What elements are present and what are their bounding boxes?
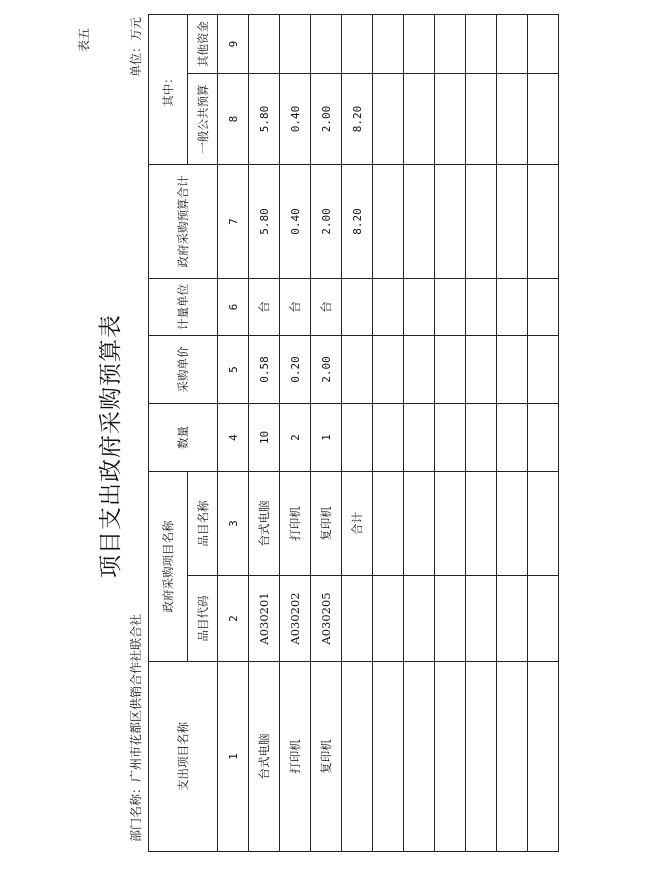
table-cell: A030201 — [249, 576, 280, 662]
header-of-which: 其中： — [149, 15, 188, 165]
col-number: 2 — [218, 576, 249, 662]
table-cell — [497, 15, 528, 74]
table-cell — [404, 472, 435, 576]
col-number: 7 — [218, 165, 249, 279]
table-cell — [342, 15, 373, 74]
table-cell: 打印机 — [280, 472, 311, 576]
table-cell — [466, 279, 497, 336]
table-cell — [373, 74, 404, 165]
table-cell — [528, 404, 559, 472]
table-cell — [342, 576, 373, 662]
table-cell — [435, 336, 466, 404]
table-row — [311, 15, 342, 852]
table-cell — [466, 662, 497, 852]
table-cell — [466, 165, 497, 279]
table-cell — [435, 15, 466, 74]
header-code: 品目代码 — [188, 576, 218, 662]
table-cell: 复印机 — [311, 662, 342, 852]
table-cell — [404, 74, 435, 165]
table-cell: 2 — [280, 404, 311, 472]
table-cell: 0.58 — [249, 336, 280, 404]
table-cell — [497, 279, 528, 336]
table-cell — [528, 662, 559, 852]
table-cell — [373, 472, 404, 576]
table-cell — [528, 472, 559, 576]
table-cell — [435, 576, 466, 662]
table-cell — [497, 472, 528, 576]
table-cell — [404, 576, 435, 662]
table-cell — [404, 279, 435, 336]
header-qty: 数量 — [149, 404, 218, 472]
table-cell — [373, 662, 404, 852]
table-cell: 台式电脑 — [249, 662, 280, 852]
table-cell — [497, 662, 528, 852]
table-cell — [528, 576, 559, 662]
table-cell — [435, 472, 466, 576]
table-cell — [497, 576, 528, 662]
budget-table-wrap — [148, 14, 559, 852]
table-cell: 0.40 — [280, 165, 311, 279]
table-cell — [435, 165, 466, 279]
header-unit: 计量单位 — [149, 279, 218, 336]
table-cell: 8.20 — [342, 74, 373, 165]
col-number: 5 — [218, 336, 249, 404]
table-cell — [435, 279, 466, 336]
table-cell — [528, 74, 559, 165]
table-cell — [466, 74, 497, 165]
table-cell — [404, 165, 435, 279]
table-cell — [528, 165, 559, 279]
table-cell — [249, 15, 280, 74]
table-cell — [342, 336, 373, 404]
table-cell — [435, 662, 466, 852]
table-cell — [435, 74, 466, 165]
col-number: 8 — [218, 74, 249, 165]
table-cell: 台 — [249, 279, 280, 336]
table-cell — [528, 336, 559, 404]
table-cell: 打印机 — [280, 662, 311, 852]
unit-label: 单位：万元 — [129, 16, 143, 77]
col-number: 6 — [218, 279, 249, 336]
table-cell — [342, 279, 373, 336]
table-cell: 5.80 — [249, 165, 280, 279]
table-cell: 0.20 — [280, 336, 311, 404]
table-row — [466, 15, 497, 852]
header-total: 政府采购预算合计 — [149, 165, 218, 279]
table-cell: 2.00 — [311, 74, 342, 165]
table-cell: 台 — [280, 279, 311, 336]
table-cell: 复印机 — [311, 472, 342, 576]
header-general: 一般公共预算 — [188, 74, 218, 165]
table-cell — [373, 15, 404, 74]
header-other: 其他资金 — [188, 15, 218, 74]
table-cell: 10 — [249, 404, 280, 472]
table-cell — [342, 662, 373, 852]
table-cell: 1 — [311, 404, 342, 472]
table-cell: 8.20 — [342, 165, 373, 279]
table-cell — [466, 576, 497, 662]
table-row — [249, 15, 280, 852]
table-cell — [404, 404, 435, 472]
table-row — [497, 15, 528, 852]
table-cell — [497, 165, 528, 279]
table-row — [528, 15, 559, 852]
page-title: 项目支出政府采购预算表 — [98, 314, 124, 578]
table-cell: 台式电脑 — [249, 472, 280, 576]
col-number: 4 — [218, 404, 249, 472]
table-cell — [466, 15, 497, 74]
table-cell — [466, 336, 497, 404]
header-name: 品目名称 — [188, 472, 218, 576]
table-cell: 合计 — [342, 472, 373, 576]
table-cell: 2.00 — [311, 165, 342, 279]
table-row — [404, 15, 435, 852]
table-cell — [404, 336, 435, 404]
header-item-name: 支出项目名称 — [149, 662, 218, 852]
table-header — [149, 15, 249, 852]
table-cell — [280, 15, 311, 74]
table-cell — [404, 15, 435, 74]
table-cell — [528, 15, 559, 74]
col-number: 3 — [218, 472, 249, 576]
table-cell — [373, 576, 404, 662]
table-cell — [311, 15, 342, 74]
table-cell: A030202 — [280, 576, 311, 662]
table-cell — [373, 165, 404, 279]
col-number: 9 — [218, 15, 249, 74]
header-gov-proc-item: 政府采购项目名称 — [149, 472, 188, 662]
col-number: 1 — [218, 662, 249, 852]
table-row — [435, 15, 466, 852]
table-cell — [528, 279, 559, 336]
table-body — [249, 15, 559, 852]
table-cell — [466, 404, 497, 472]
table-cell — [342, 404, 373, 472]
table-cell: 2.00 — [311, 336, 342, 404]
budget-table — [148, 14, 559, 852]
table-row — [373, 15, 404, 852]
table-cell — [497, 74, 528, 165]
table-cell: A030205 — [311, 576, 342, 662]
table-cell — [466, 472, 497, 576]
table-cell — [404, 662, 435, 852]
table-cell — [497, 336, 528, 404]
table-cell — [373, 279, 404, 336]
table-cell: 0.40 — [280, 74, 311, 165]
table-cell: 台 — [311, 279, 342, 336]
form-tag: 表五 — [77, 27, 91, 52]
department-label: 部门名称：广州市花都区供销合作社联合社 — [129, 613, 143, 842]
table-cell: 5.80 — [249, 74, 280, 165]
table-row — [342, 15, 373, 852]
table-cell — [497, 404, 528, 472]
table-cell — [373, 336, 404, 404]
header-price: 采购单价 — [149, 336, 218, 404]
table-row — [280, 15, 311, 852]
table-cell — [373, 404, 404, 472]
table-cell — [435, 404, 466, 472]
